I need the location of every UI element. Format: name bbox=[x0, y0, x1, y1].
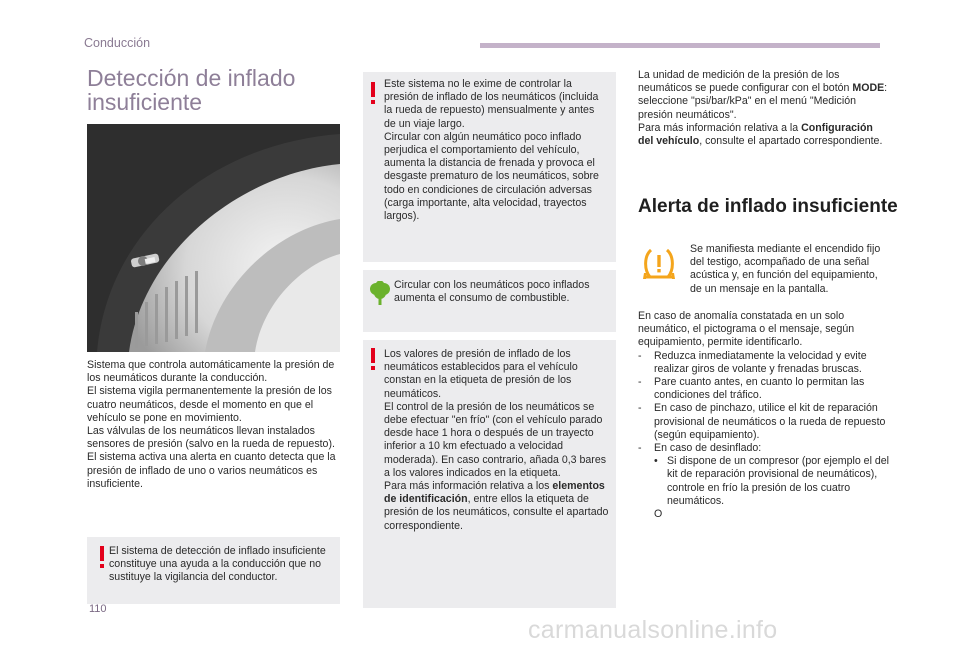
list-dash: - bbox=[638, 402, 642, 415]
eco-text: Circular con los neumáticos poco inflados aumenta el consumo de combustible. bbox=[394, 279, 590, 305]
header-bar bbox=[480, 43, 880, 48]
warning-exclamation-icon bbox=[99, 546, 105, 568]
eco-note-box bbox=[363, 270, 616, 332]
list-item bbox=[638, 402, 892, 442]
warning-paragraph: El control de la presión de los neumáticos se debe efectuar "en frío" (con el vehículo parado desde hace 1 hora o después de un trayecto inferior a 10 km efectuado a velocidad moderada). En caso contrario, añada 0,3 bares a los valores indicados en la etiqueta. bbox=[384, 400, 607, 479]
intro-paragraph: El sistema vigila permanentemente la presión de los cuatro neumáticos, desde el momento en que el vehículo se pone en movimiento. bbox=[87, 385, 332, 424]
bullet-dot: • bbox=[654, 455, 658, 468]
step-text: Reduzca inmediatamente la velocidad y evite realizar giros de volante y frenadas bruscas. bbox=[654, 349, 867, 375]
anomaly-paragraph: En caso de anomalía constatada en un solo neumático, el pictograma o el mensaje, según equipamiento, permite identificarlo. bbox=[638, 310, 855, 349]
warning-box-pressure-values bbox=[363, 340, 616, 608]
measurement-unit-text bbox=[638, 69, 890, 148]
page-title: Detección de inflado insuficiente bbox=[87, 65, 296, 115]
list-item bbox=[638, 442, 892, 455]
eco-tree-icon bbox=[369, 281, 391, 305]
intro-paragraph: Sistema que controla automáticamente la presión de los neumáticos durante la conducción. bbox=[87, 359, 335, 385]
tire-illustration bbox=[87, 124, 340, 352]
text-fragment: Para más información relativa a la bbox=[638, 121, 802, 134]
alert-heading: Alerta de inflado insuficiente bbox=[638, 196, 898, 217]
tire-pressure-warning-icon bbox=[641, 246, 677, 282]
warning-paragraph: Este sistema no le exime de controlar la presión de inflado de los neumáticos (incluida la rueda de repuesto) mensualmente y antes de un viaje largo. bbox=[384, 78, 599, 130]
list-dash: - bbox=[638, 349, 642, 362]
warning-paragraph: Circular con algún neumático poco inflado perjudica el comportamiento del vehículo, aumenta la distancia de frenada y provoca el desgaste prematuro de los neumáticos, sobre todo en condiciones de circulación adversas (carga importante, alta velocidad, trayectos largos). bbox=[384, 130, 599, 223]
step-text: Pare cuanto antes, en cuanto lo permitan las condiciones del tráfico. bbox=[654, 376, 865, 402]
text-fragment: La unidad de medición de la presión de los neumáticos se puede configurar con el botón bbox=[638, 69, 853, 95]
mode-button-label: MODE bbox=[852, 82, 885, 95]
warning-paragraph: Los valores de presión de inflado de los neumáticos establecidos para el vehículo constan en la etiqueta de presión de los neumáticos. bbox=[384, 348, 578, 400]
warning-text: El sistema de detección de inflado insuficiente constituye una ayuda a la conducción que no sustituye la vigilancia del conductor. bbox=[109, 545, 326, 584]
list-item bbox=[638, 350, 892, 376]
sub-list-item bbox=[638, 455, 892, 508]
step-text: En caso de pinchazo, utilice el kit de reparación provisional de neumáticos o la rueda de repuesto (según equipamiento). bbox=[654, 402, 886, 441]
sub-step-text: Si dispone de un compresor (por ejemplo el del kit de reparación provisional de neumáticos), controle en frío la presión de los cuatro neumáticos. bbox=[667, 455, 890, 507]
list-dash: - bbox=[638, 376, 642, 389]
list-dash: - bbox=[638, 442, 642, 455]
vehicle-config-text: Configuración del vehículo bbox=[638, 121, 873, 148]
step-text: En caso de desinflado: bbox=[654, 442, 762, 455]
warning-text bbox=[384, 348, 612, 533]
config-paragraph bbox=[638, 122, 890, 148]
warning-exclamation-icon bbox=[370, 82, 376, 104]
warning-box-assist bbox=[87, 537, 340, 604]
page-number: 110 bbox=[89, 603, 107, 615]
intro-paragraph: Las válvulas de los neumáticos llevan instalados sensores de presión (salvo en la rueda de repuesto). bbox=[87, 425, 335, 451]
or-text: O bbox=[654, 508, 663, 521]
text-fragment: : seleccione "psi/bar/kPa" en el menú "Medición presión neumáticos". bbox=[638, 82, 888, 121]
warning-paragraph bbox=[384, 480, 612, 533]
watermark: carmanualsonline.info bbox=[528, 616, 778, 644]
tire-valve-image bbox=[87, 124, 340, 352]
warning-box-pressure-check bbox=[363, 72, 616, 262]
intro-paragraph: El sistema activa una alerta en cuanto detecta que la presión de inflado de uno o varios neumáticos es insuficiente. bbox=[87, 451, 336, 490]
identification-link-text: elementos de identificación bbox=[384, 480, 605, 506]
warning-exclamation-icon bbox=[370, 348, 376, 370]
alert-description: Se manifiesta mediante el encendido fijo del testigo, acompañado de una señal acústica y, en función del equipamiento, de un mensaje en la pantalla. bbox=[690, 243, 881, 295]
section-title: Conducción bbox=[84, 36, 151, 50]
list-item bbox=[638, 376, 892, 402]
warning-text bbox=[384, 78, 608, 223]
text-fragment: , entre ellos la etiqueta de presión de los neumáticos, consulte el apartado correspondiente. bbox=[384, 493, 609, 532]
anomaly-section bbox=[638, 310, 892, 521]
text-fragment: , consulte el apartado correspondiente. bbox=[699, 135, 883, 148]
text-fragment: Para más información relativa a los bbox=[384, 480, 553, 493]
unit-paragraph bbox=[638, 69, 890, 122]
intro-text bbox=[87, 359, 345, 491]
